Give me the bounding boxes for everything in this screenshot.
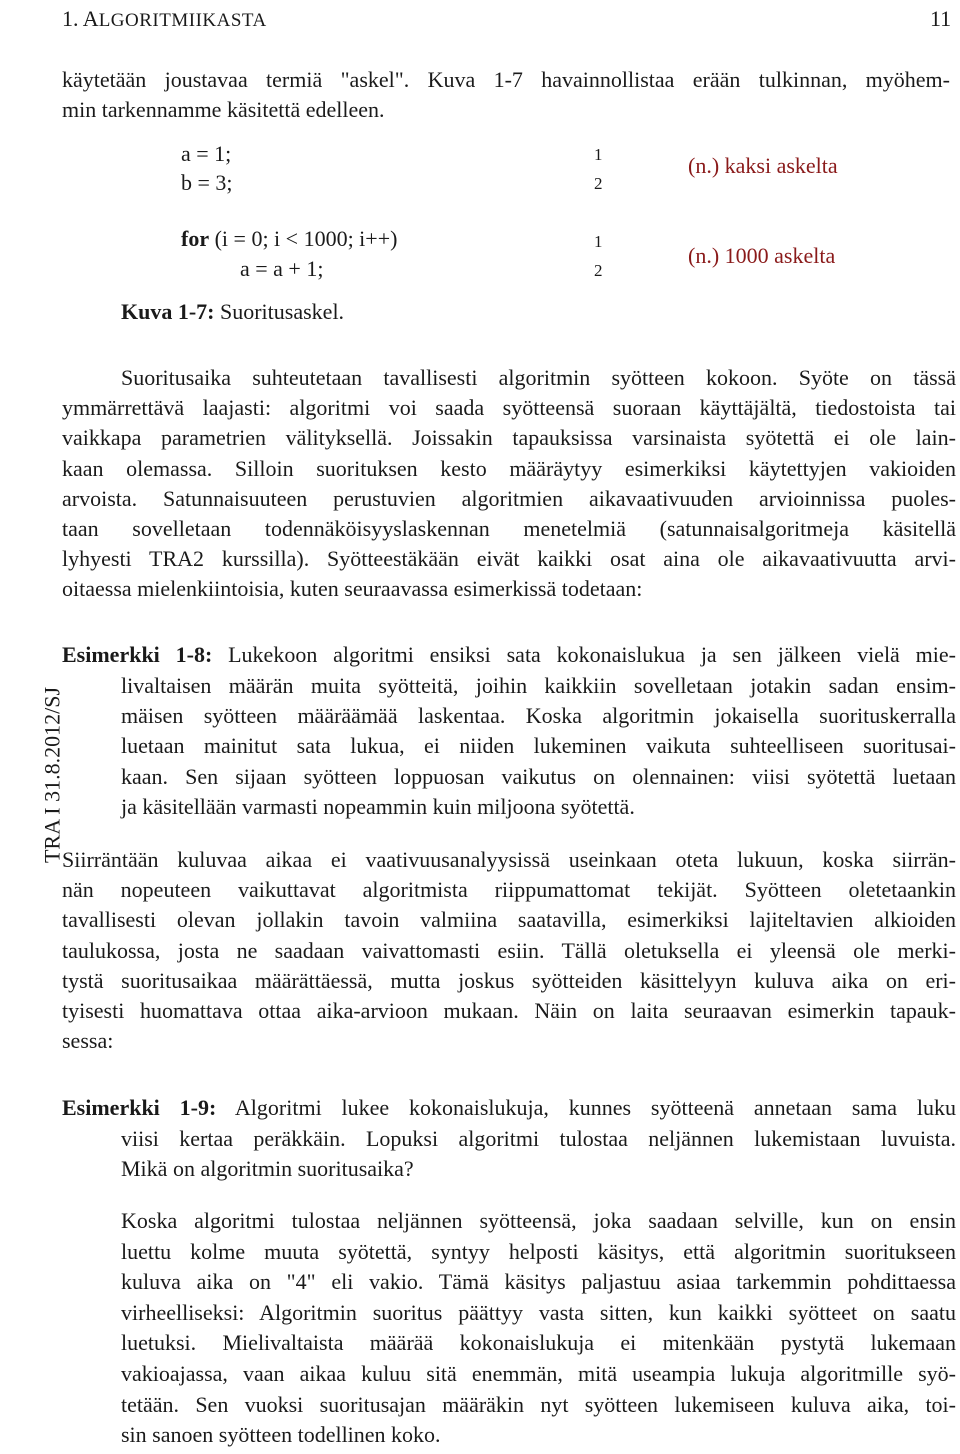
body-paragraph: [62, 845, 956, 1056]
text-line: Suoritusaika suhteutetaan tavallisesti algoritmin syötteen kokoon. Syöte on tässä: [121, 365, 956, 390]
text-line: livaltaisen määrän muita syötteitä, joihin kaikkiin sovelletaan jotakin sadan ensim-: [121, 673, 956, 698]
example-body: [121, 671, 956, 822]
code-line: b = 3;: [181, 170, 233, 195]
step-annotation: (n.) kaksi askelta: [688, 153, 838, 178]
text-line: taan sovelletaan todennäköisyyslaskennan menetelmiä (satunnaisalgoritmeja käsitellä: [62, 516, 956, 542]
text-line: kaan. Sen sijaan syötteen loppuosan vaikutus on olennainen: viisi syötettä luetaan: [121, 763, 956, 789]
text-line: [62, 1093, 956, 1123]
code-keyword: for: [181, 226, 210, 251]
example-answer: [121, 1206, 956, 1451]
text-line: vaikkapa parametrien välityksellä. Joissakin tapauksissa varsinaista syötettä ei ole lain-: [62, 425, 956, 451]
example-first-line: [62, 1093, 956, 1123]
text-line: luetuksi. Mielivaltaista määrää kokonaislukuja ei mitenkään pystytä lukemaan: [121, 1330, 956, 1356]
code-line: a = a + 1;: [240, 256, 324, 281]
text-line: viisi kertaa peräkkäin. Lopuksi algoritmi tulostaa neljännen lukemistaan luvuista.: [121, 1126, 956, 1151]
code-text: (i = 0; i < 1000; i++): [209, 226, 398, 251]
code-line: a = 1;: [181, 141, 232, 166]
text-line: virheelliseksi: Algoritmin suoritus päättyy vasta sitten, kun kaikki syötteet on saatu: [121, 1299, 956, 1325]
text-line: luettu kolme muuta syötettä, syntyy helposti käsitys, että algoritmin suoritukseen: [121, 1238, 956, 1264]
text-line: ja käsitellään varmasti nopeammin kuin miljoona syötettä.: [121, 793, 635, 819]
text-line: sin sanoen syötteen todellinen koko.: [121, 1422, 441, 1448]
caption-label: Kuva 1-7:: [121, 299, 215, 324]
step-annotation: (n.) 1000 askelta: [688, 243, 836, 268]
step-count: 2: [594, 174, 603, 193]
text-line: Koska algoritmi tulostaa neljännen syötteensä, joka saadaan selville, kun on ensin: [121, 1208, 956, 1233]
text-line: vakioajassa, vaan aikaa kuluu sitä enemmän, mitä useampia lukuja algoritmille syö-: [121, 1360, 956, 1386]
step-count: 2: [594, 261, 603, 280]
text-line: Mikä on algoritmin suoritusaika?: [121, 1156, 414, 1182]
text-line: luetaan mainitut sata lukua, ei niiden lukeminen vaikuta suhteelliseen suoritusai-: [121, 733, 956, 759]
text-line: tyisesti huomattava ottaa aika-arvioon mukaan. Näin on laita seuraavan esimerkin tapauk-: [62, 998, 956, 1024]
text-line: oitaessa mielenkiintoisia, kuten seuraavassa esimerkissä todetaan:: [62, 576, 643, 602]
running-header: [62, 6, 267, 32]
text-line: nän nopeuteen vaikuttavat algoritmista riippumattomat tekijät. Syötteen oletetaankin: [62, 877, 956, 903]
body-paragraph: [62, 363, 956, 605]
example-text: Algoritmi lukee kokonaislukuja, kunnes syötteenä annetaan sama luku: [216, 1095, 956, 1120]
example-label: Esimerkki 1-9:: [62, 1095, 217, 1120]
text-line: mäisen syötteen määräämää laskentaa. Koska algoritmin jokaisella suorituskerralla: [121, 703, 956, 729]
text-line: lyhyesti TRA2 kurssilla). Syötteestäkään eivät kaikki osat aina ole aikavaativuutta arvi-: [62, 546, 956, 572]
text-line: tystä suoritusaikaa määrättäessä, mutta joskus syötteiden käsittelyyn kuluva aika on eri-: [62, 967, 956, 993]
example-text: Lukekoon algoritmi ensiksi sata kokonaislukua ja sen jälkeen vielä mie-: [212, 642, 956, 667]
text-line: taulukossa, josta ne saadaan vaivattomasti esiin. Tällä oletuksella ei yleensä ole merki-: [62, 937, 956, 963]
chapter-number: 1. A: [62, 6, 99, 31]
figure-caption: [121, 299, 344, 325]
text-line: sessa:: [62, 1028, 114, 1054]
text-line: [62, 640, 956, 670]
step-count: 1: [594, 145, 603, 164]
chapter-title: LGORITMIIKASTA: [98, 10, 267, 31]
text-line: käytetään joustavaa termiä "askel". Kuva 1-7 havainnollistaa erään tulkinnan, myöhem-: [62, 67, 950, 92]
example-body: [121, 1124, 956, 1184]
step-count: 1: [594, 232, 603, 251]
example-label: Esimerkki 1-8:: [62, 642, 213, 667]
text-line: kaan olemassa. Silloin suorituksen kesto määräytyy esimerkiksi käytettyjen vakioiden: [62, 455, 956, 481]
text-line: tavallisesti olevan jollakin tavoin valmiina saatavilla, esimerkiksi lajiteltavien alkioiden: [62, 907, 956, 933]
caption-text: Suoritusaskel.: [214, 299, 345, 324]
text-line: arvoista. Satunnaisuuteen perustuvien algoritmien aikavaativuuden arvioinnissa puoles-: [62, 485, 956, 511]
example-first-line: [62, 640, 956, 670]
text-line: tetään. Sen vuoksi suoritusajan määräkin nyt syötteen lukemiseen kuluva aika, toi-: [121, 1391, 956, 1417]
code-line: [181, 226, 397, 252]
text-line: Siirräntään kuluvaa aikaa ei vaativuusanalyysissä useinkaan oteta lukuun, koska siirrän-: [62, 847, 956, 872]
text-line: min tarkennamme käsitettä edelleen.: [62, 97, 385, 123]
intro-paragraph: [62, 65, 950, 125]
side-label: TRA I 31.8.2012/SJ: [39, 686, 65, 864]
page-number: 11: [930, 6, 952, 31]
text-line: ymmärrettävä laajasti: algoritmi voi saada syötteensä suoraan käyttäjältä, tiedostoista tai: [62, 395, 956, 421]
text-line: kuluva aika on "4" eli vakio. Tämä käsitys paljastuu asiaa tarkemmin pohdittaessa: [121, 1269, 956, 1295]
